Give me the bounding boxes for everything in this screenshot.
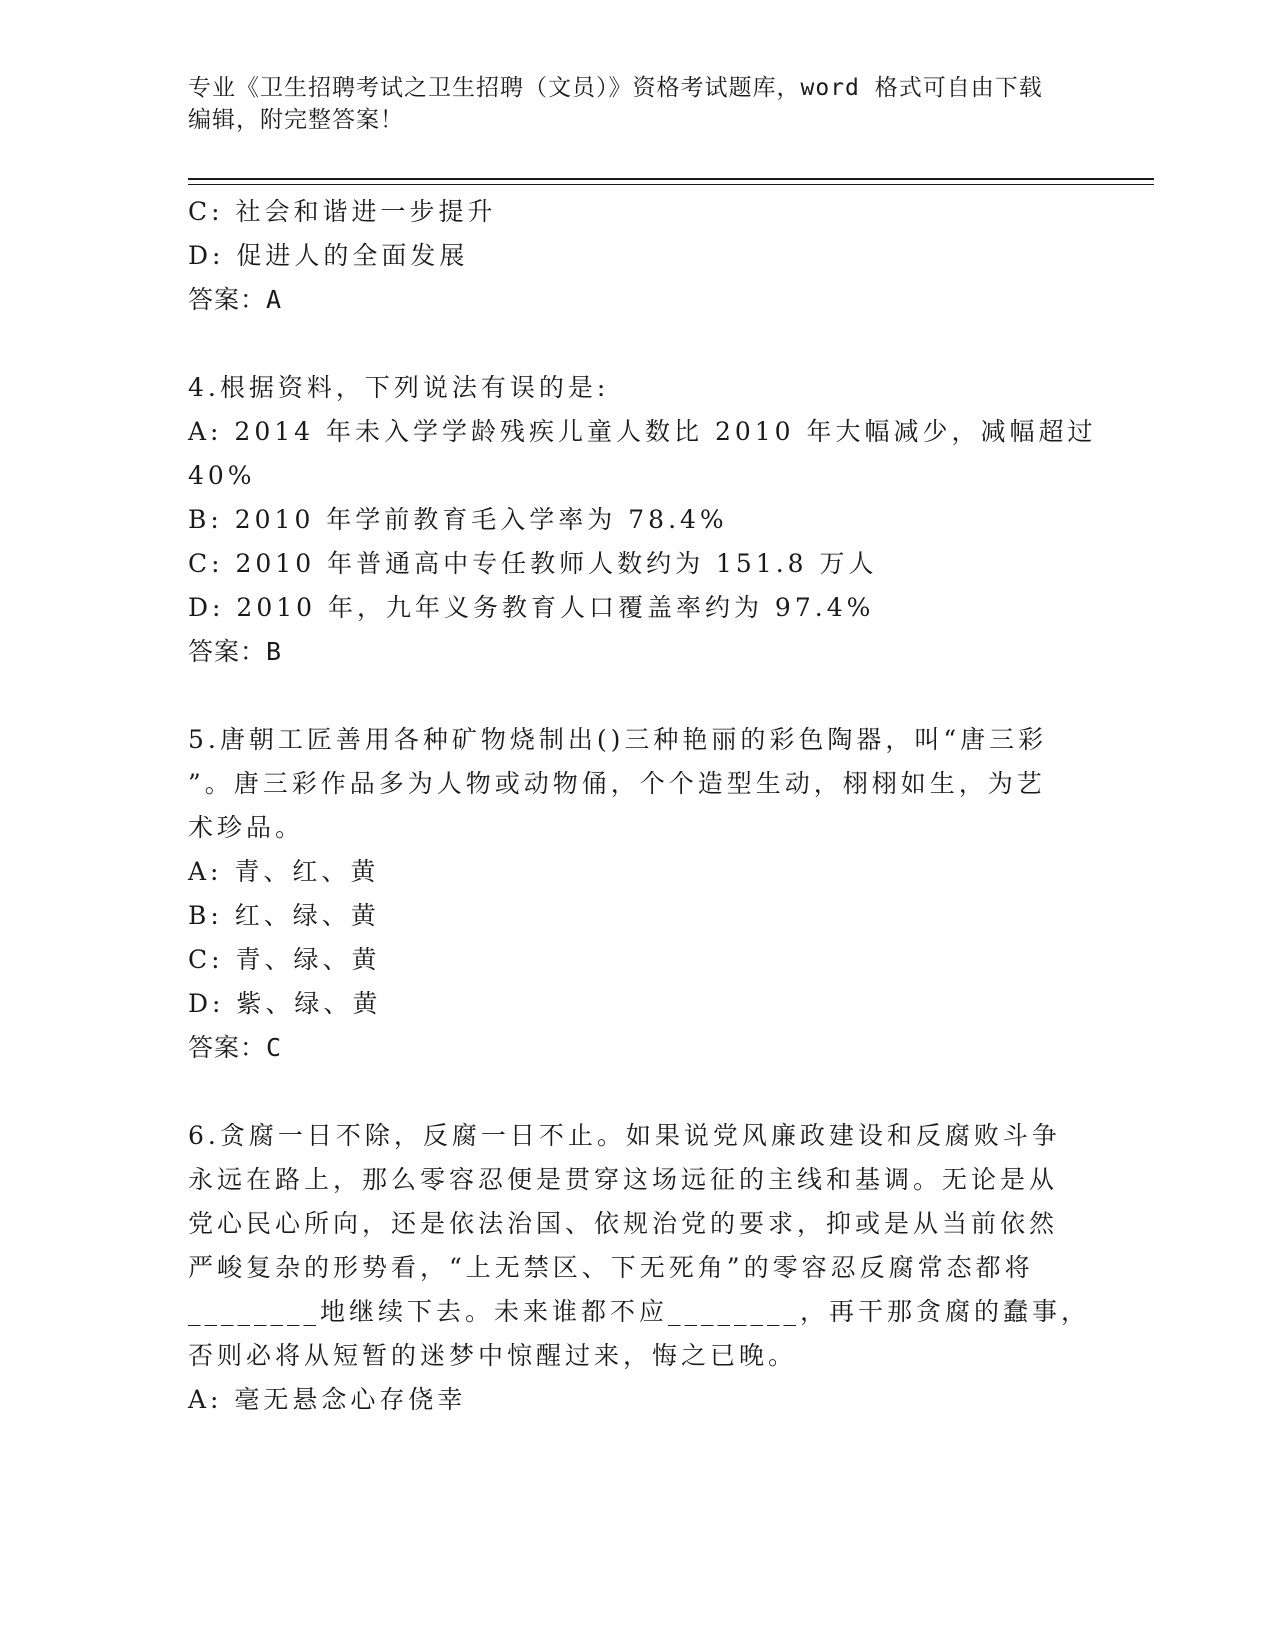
q4-answer: 答案：B — [188, 637, 283, 666]
q6-question-line-3: 党心民心所向，还是依法治国、依规治党的要求，抑或是从当前依然 — [188, 1209, 1059, 1238]
header-rule-thick — [188, 178, 1154, 180]
q5-question-line-3: 术珍品。 — [188, 813, 305, 842]
q3-option-c: C: 社会和谐进一步提升 — [188, 197, 497, 226]
q4-question: 4.根据资料，下列说法有误的是: — [188, 373, 610, 402]
q4-option-a: A: 2014 年未入学学龄残疾儿童人数比 2010 年大幅减少，减幅超过 — [188, 417, 1097, 446]
q4-option-a-continued: 40% — [188, 461, 256, 490]
q5-option-d: D: 紫、绿、黄 — [188, 989, 382, 1018]
q6-question-line-1: 6.贪腐一日不除，反腐一日不止。如果说党风廉政建设和反腐败斗争 — [188, 1121, 1061, 1150]
q5-option-c: C: 青、绿、黄 — [188, 945, 381, 974]
q5-answer: 答案：C — [188, 1033, 283, 1062]
q6-question-line-6: 否则必将从短暂的迷梦中惊醒过来，悔之已晚。 — [188, 1341, 798, 1370]
q5-question-line-2: ”。唐三彩作品多为人物或动物俑，个个造型生动，栩栩如生，为艺 — [188, 769, 1046, 798]
header-line-1: 专业《卫生招聘考试之卫生招聘（文员）》资格考试题库，word 格式可自由下载 — [188, 75, 1043, 101]
q6-question-line-5: ________地继续下去。未来谁都不应________，再干那贪腐的蠢事， — [188, 1297, 1091, 1326]
header-rule-thin — [188, 184, 1154, 185]
header-line-2: 编辑，附完整答案！ — [188, 107, 404, 133]
q4-option-c: C: 2010 年普通高中专任教师人数约为 151.8 万人 — [188, 549, 878, 578]
q3-answer: 答案：A — [188, 285, 283, 314]
q5-question-line-1: 5.唐朝工匠善用各种矿物烧制出()三种艳丽的彩色陶器，叫“唐三彩 — [188, 725, 1048, 754]
q6-question-line-4: 严峻复杂的形势看，“上无禁区、下无死角”的零容忍反腐常态都将 — [188, 1253, 1034, 1282]
q6-question-line-2: 永远在路上，那么零容忍便是贯穿这场远征的主线和基调。无论是从 — [188, 1165, 1059, 1194]
q6-option-a: A: 毫无悬念心存侥幸 — [188, 1385, 467, 1414]
q5-option-b: B: 红、绿、黄 — [188, 901, 380, 930]
q5-option-a: A: 青、红、黄 — [188, 857, 380, 886]
q4-option-d: D: 2010 年，九年义务教育人口覆盖率约为 97.4% — [188, 593, 875, 622]
q4-option-b: B: 2010 年学前教育毛入学率为 78.4% — [188, 505, 728, 534]
document-header — [188, 72, 1068, 136]
q3-option-d: D: 促进人的全面发展 — [188, 241, 469, 270]
